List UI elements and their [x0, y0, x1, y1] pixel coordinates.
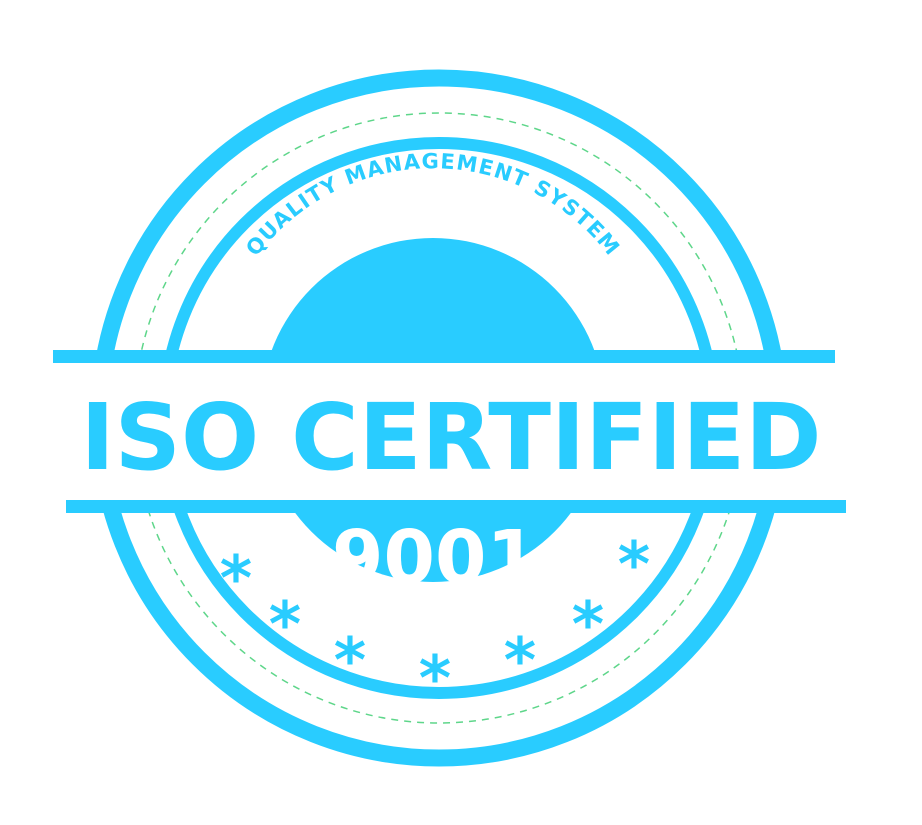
star-mark: *: [333, 624, 367, 697]
star-mark: *: [219, 542, 253, 615]
banner-top-rule: [53, 350, 835, 363]
star-mark: *: [418, 642, 452, 715]
star-mark: *: [617, 528, 651, 601]
quality-management-system-arc-text: QUALITY MANAGEMENT SYSTEM: [241, 149, 625, 261]
banner-bottom-rule: [66, 500, 846, 513]
star-mark: *: [268, 588, 302, 661]
standard-number: 9001: [332, 515, 538, 601]
iso-certified-title: ISO CERTIFIED: [80, 384, 822, 491]
star-mark: *: [503, 624, 537, 697]
star-mark: *: [571, 588, 605, 661]
